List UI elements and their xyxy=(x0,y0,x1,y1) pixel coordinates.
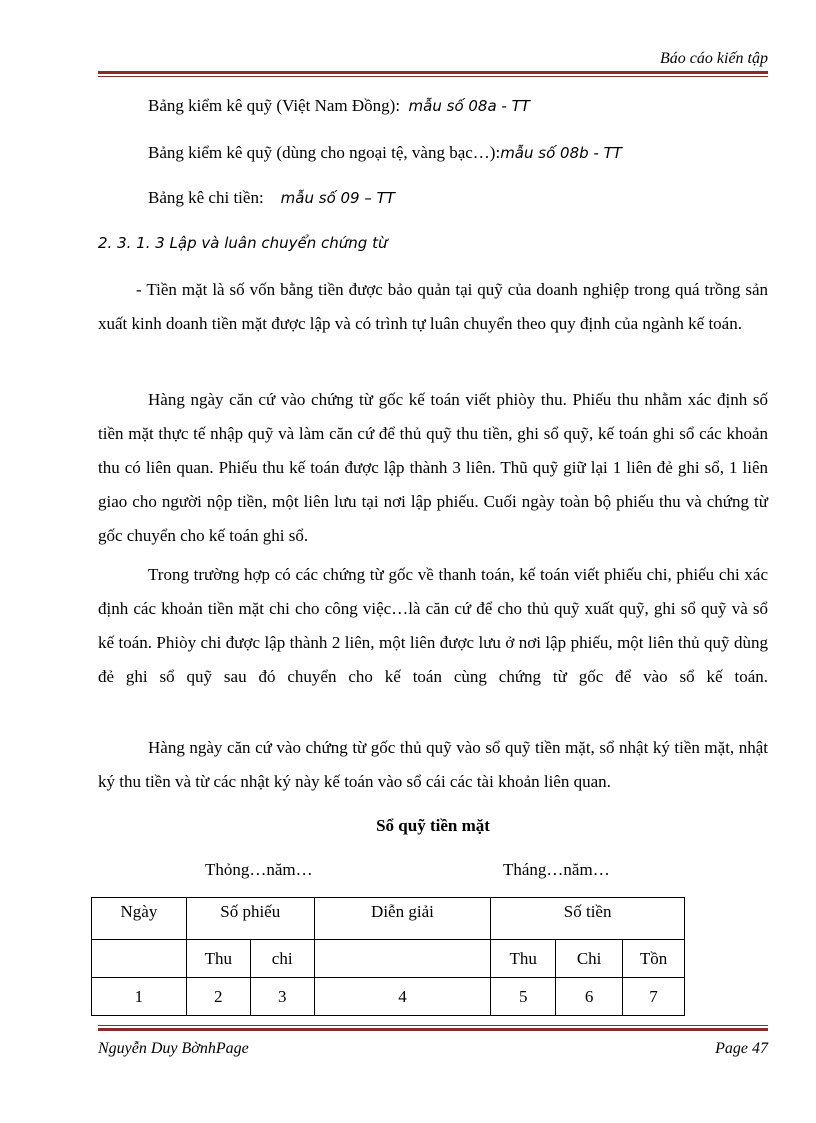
header-thu-amount: Thu xyxy=(491,940,556,978)
header-thu: Thu xyxy=(186,940,250,978)
form-code: mẫu số 08a - TT xyxy=(408,97,530,115)
header-ton: Tồn xyxy=(623,940,685,978)
col-number: 3 xyxy=(250,978,314,1016)
cell-empty xyxy=(92,940,187,978)
header-ngay: Ngày xyxy=(92,898,187,940)
header-so-tien: Số tiền xyxy=(491,898,685,940)
col-number: 5 xyxy=(491,978,556,1016)
form-label: Bảng kê chi tiền: xyxy=(148,188,264,207)
section-title: 2. 3. 1. 3 Lập và luân chuyển chứng từ xyxy=(98,234,388,252)
table-header-row xyxy=(92,898,685,940)
table-subheader-row xyxy=(92,940,685,978)
col-number: 7 xyxy=(623,978,685,1016)
footer-rule xyxy=(98,1025,768,1031)
col-number: 6 xyxy=(556,978,623,1016)
ledger-title: Sổ quỹ tiền mặt xyxy=(376,816,490,835)
footer-author: Nguyễn Duy BờnhPage xyxy=(98,1040,249,1057)
date-right: Tháng…năm… xyxy=(503,860,610,879)
header-so-phieu: Số phiếu xyxy=(186,898,314,940)
paragraph-3: Trong trường hợp có các chứng từ gốc về thanh toán, kế toán viết phiếu chi, phiếu chi xác định các khoản tiền mặt chi cho công việc…là căn cứ để cho thủ quỹ xuất quỹ, ghi sổ quỹ và sổ kế toán. Phiòy chi được lập thành 2 liên, một liên được lưu ở nơi lập phiếu, một liên thủ quỹ dùng đẻ ghi sổ quỹ sau đó chuyển cho kế toán cùng chứng từ gốc để vào sổ kế toán. xyxy=(98,565,768,686)
header-chi: chi xyxy=(250,940,314,978)
col-number: 1 xyxy=(92,978,187,1016)
col-number: 2 xyxy=(186,978,250,1016)
form-line-08b xyxy=(148,143,816,163)
header-title: Báo cáo kiến tập xyxy=(660,50,768,67)
form-code: mẫu số 08b - TT xyxy=(500,144,622,162)
footer-page-number: Page 47 xyxy=(715,1040,768,1057)
paragraph-2: Hàng ngày căn cứ vào chứng từ gốc kế toán viết phiòy thu. Phiếu thu nhằm xác định số tiền mặt thực tế nhập quỹ và làm căn cứ để thủ quỹ thu tiền, ghi sổ quỹ, kế toán ghi sổ các khoản thu có liên quan. Phiếu thu kế toán được lập thành 3 liên. Thũ quỹ giữ lại 1 liên đẻ ghi sổ, 1 liên giao cho người nộp tiền, một liên lưu tại nơi lập phiếu. Cuối ngày toàn bộ phiếu thu và chứng từ gốc chuyển cho kế toán ghi sổ. xyxy=(98,390,768,545)
header-chi-amount: Chi xyxy=(556,940,623,978)
cell-empty xyxy=(314,940,491,978)
form-line-08a xyxy=(148,96,816,116)
form-label: Bảng kiểm kê quỹ (dùng cho ngoại tệ, vàng bạc…): xyxy=(148,143,501,162)
form-line-09 xyxy=(148,188,816,208)
cash-ledger-table xyxy=(91,897,685,1016)
header-rule xyxy=(98,71,768,77)
header-dien-giai: Diễn giải xyxy=(314,898,491,940)
col-number: 4 xyxy=(314,978,491,1016)
table-number-row xyxy=(92,978,685,1016)
paragraph-4: Hàng ngày căn cứ vào chứng từ gốc thủ quỹ vào sổ quỹ tiền mặt, sổ nhật ký tiền mặt, nhật ký thu tiền và từ các nhật ký này kế toán vào sổ cái các tài khoản liên quan. xyxy=(98,738,768,791)
date-left: Thỏng…năm… xyxy=(205,860,313,879)
paragraph-1: - Tiền mặt là số vốn bằng tiền được bảo quản tại quỹ của doanh nghiệp trong quá trồng sản xuất kinh doanh tiền mặt được lập và có trình tự luân chuyển theo quy định của ngành kế toán. xyxy=(98,280,768,333)
form-label: Bảng kiểm kê quỹ (Việt Nam Đồng): xyxy=(148,96,401,115)
form-code: mẫu số 09 – TT xyxy=(280,189,395,207)
